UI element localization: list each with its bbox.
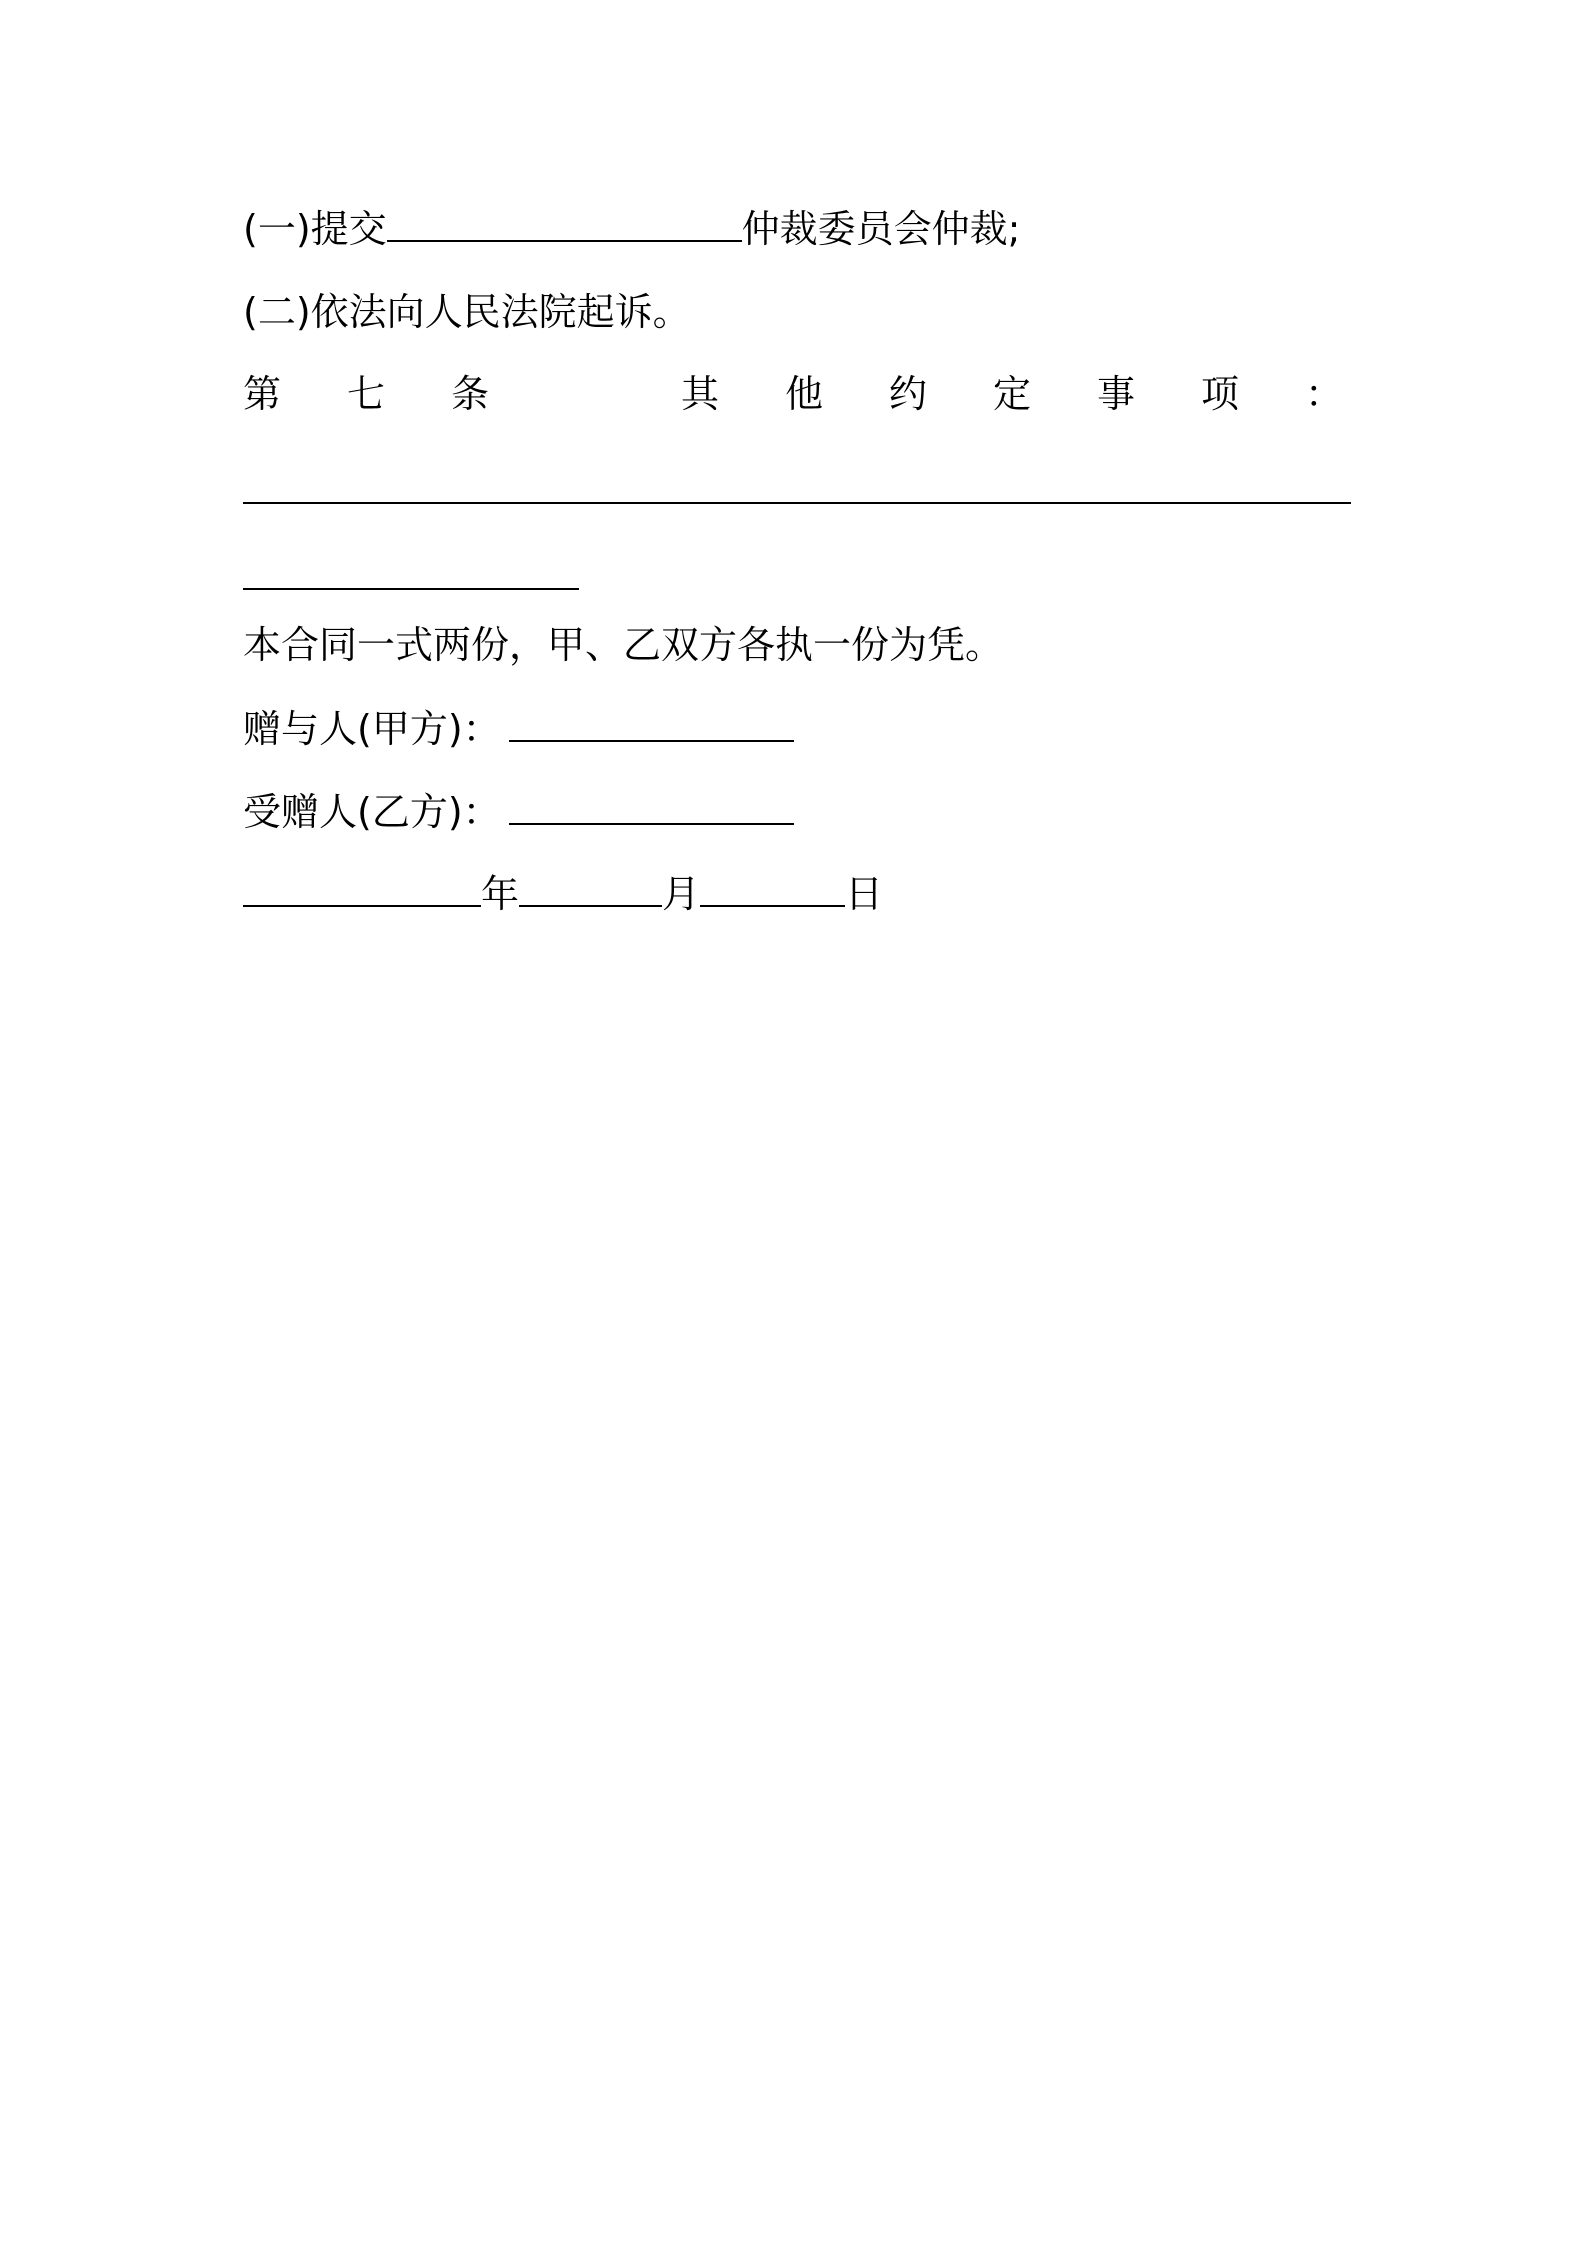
donee-label: 受赠人(乙方)： (243, 790, 501, 834)
donor-signature-blank[interactable] (509, 704, 794, 742)
article-7-char: ： (1304, 372, 1343, 416)
month-label: 月 (662, 872, 701, 916)
copies-statement-text: 本合同一式两份，甲、乙双方各执一份为凭。 (243, 623, 1004, 667)
copies-statement (243, 618, 1003, 672)
article-7-char: 条 (451, 372, 490, 416)
article-7-char: 七 (347, 372, 386, 416)
article-7-char: 定 (992, 372, 1031, 416)
other-terms-blank-line-1[interactable] (243, 502, 1351, 504)
other-terms-blank-line-2[interactable] (243, 588, 579, 590)
donor-label: 赠与人(甲方)： (243, 707, 501, 751)
arbitration-prefix: (一)提交 (243, 207, 387, 251)
donee-signature-line (243, 785, 794, 839)
court-option-text: (二)依法向人民法院起诉。 (243, 290, 691, 334)
article-7-char: 约 (888, 372, 927, 416)
article-7-char: 事 (1096, 372, 1135, 416)
arbitration-committee-blank[interactable] (387, 204, 742, 242)
article-7-gap (555, 367, 615, 421)
year-label: 年 (481, 872, 520, 916)
donor-signature-line (243, 702, 794, 756)
donee-signature-blank[interactable] (509, 787, 794, 825)
arbitration-suffix: 仲裁委员会仲裁; (741, 207, 1021, 251)
court-option-line (243, 285, 691, 339)
article-7-char: 第 (243, 372, 282, 416)
article-7-char: 项 (1200, 372, 1239, 416)
day-blank[interactable] (700, 869, 845, 907)
article-7-heading (243, 367, 1343, 421)
day-label: 日 (845, 872, 884, 916)
arbitration-option-line (243, 202, 1020, 256)
month-blank[interactable] (519, 869, 662, 907)
article-7-char: 他 (784, 372, 823, 416)
date-line (243, 867, 883, 921)
year-blank[interactable] (243, 869, 481, 907)
article-7-char: 其 (680, 372, 719, 416)
